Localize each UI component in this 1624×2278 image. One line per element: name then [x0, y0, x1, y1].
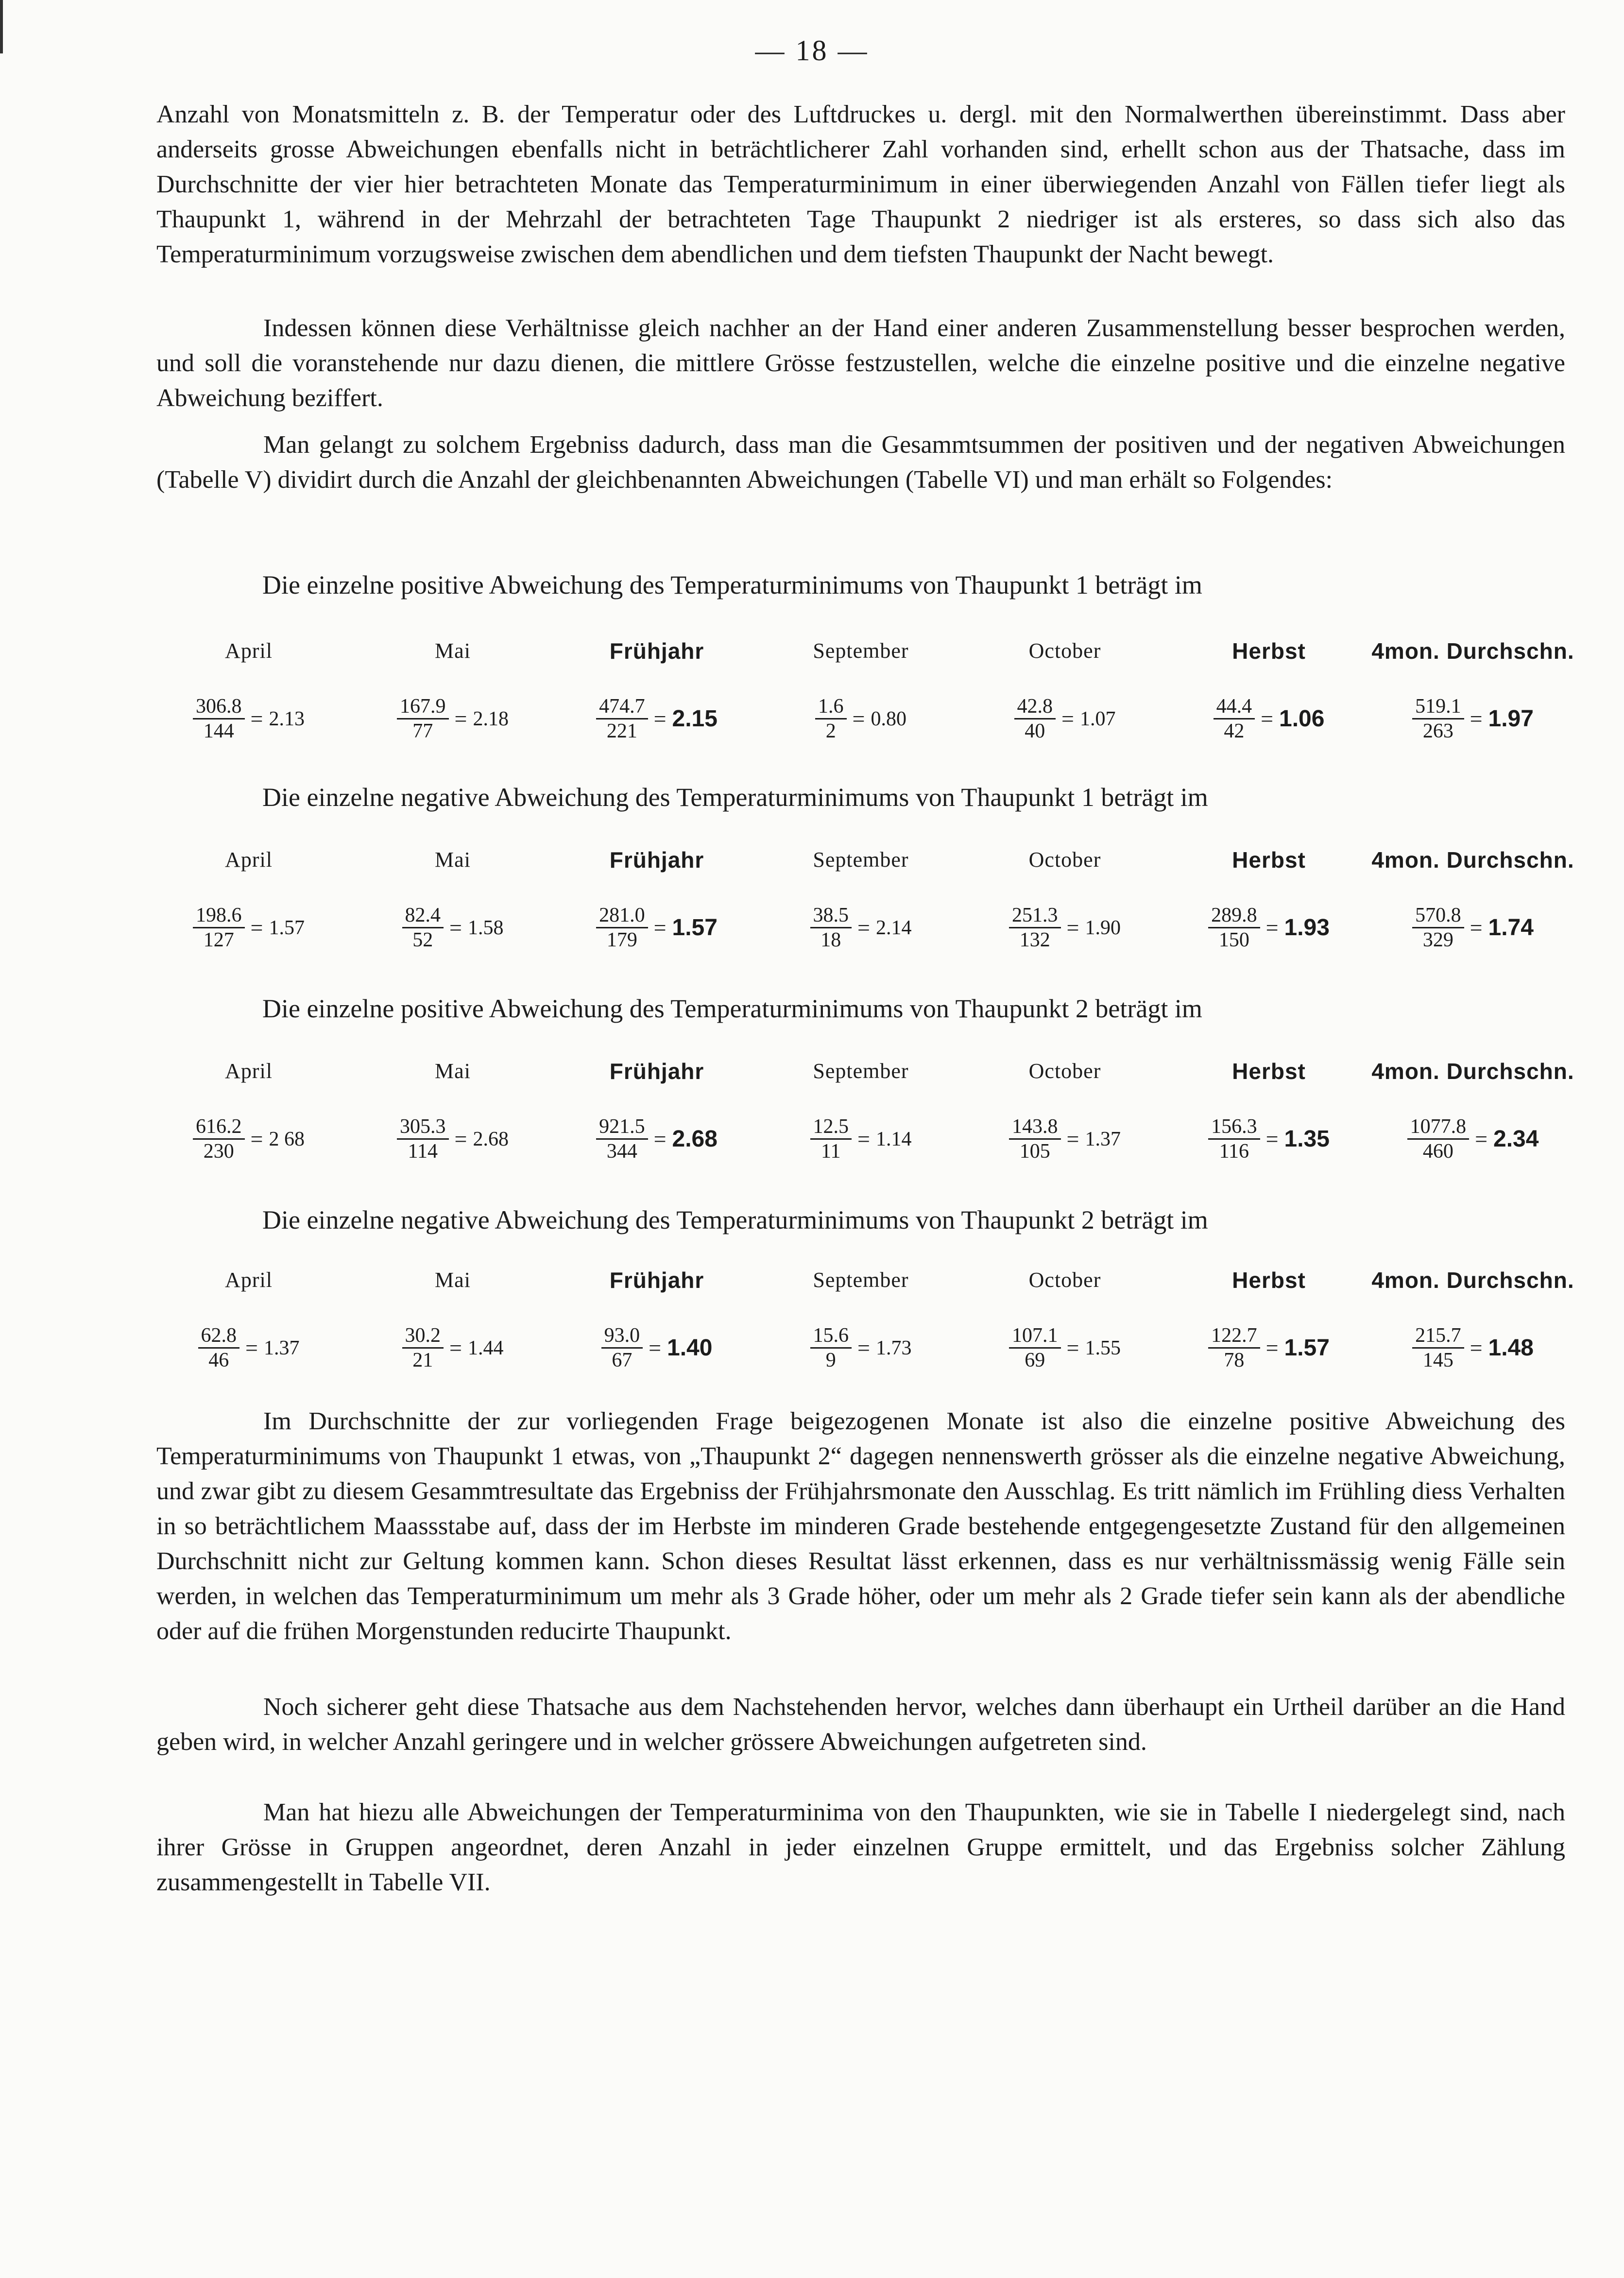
denominator: 67	[612, 1349, 633, 1371]
column-label: April	[225, 1268, 273, 1292]
column-label: October	[1028, 639, 1101, 663]
fraction-cell-mai: Mai $\frac{82.4}{52}$ = 1.58	[360, 845, 545, 952]
result: 1.35	[1284, 1126, 1330, 1152]
result: 1.37	[263, 1336, 300, 1359]
fraction-cell-september: September $\frac{38.5}{18}$ = 2.14	[769, 845, 953, 952]
denominator: 69	[1025, 1349, 1045, 1371]
section-heading: Die einzelne negative Abweichung des Temperaturminimums von Thaupunkt 2 beträgt im	[262, 1205, 1208, 1234]
column-label: 4mon. Durchschn.	[1371, 847, 1574, 873]
result: 1.73	[875, 1336, 912, 1359]
paragraph-4: Im Durchschnitte der zur vorliegenden Frage beigezogenen Monate ist also die einzelne positive Abweichung des Temperaturminimums von Thaupunkt 1 etwas, von „Thaupunkt 2“ dagegen nennenswerth grösser als die einzelne negative Abweichung, und zwar gibt zu diesem Gesammtresultate das Ergebniss der Frühjahrsmonate den Ausschlag. Es tritt nämlich im Frühling diess Verhalten in so beträchtlichem Maassstabe auf, dass der im Herbste im minderen Grade bestehende entgegengesetzte Zustand für den allgemeinen Durchschnitt nicht zur Geltung kommen kann. Schon dieses Resultat lässt erkennen, dass es nur verhältnissmässig wenig Fälle sein werden, in welchen das Temperaturminimum um mehr als 3 Grade höher, oder um mehr als 2 Grade tiefer sein kann als der abendliche oder auf die frühen Morgenstunden reducirte Thaupunkt.	[156, 1407, 1565, 1645]
column-label: Mai	[435, 848, 471, 872]
fraction-cell-durchschnitt: 4mon. Durchschn. $\frac{1077.8}{460}$ = 2.34	[1371, 1057, 1575, 1163]
denominator: 263	[1422, 720, 1453, 742]
column-label: 4mon. Durchschn.	[1371, 638, 1574, 664]
column-label: Frühjahr	[609, 638, 704, 664]
column-label: October	[1028, 1268, 1101, 1292]
fraction-cell-durchschnitt: 4mon. Durchschn. $\frac{519.1}{263}$ = 1.97	[1371, 636, 1575, 743]
numerator: 15.6	[810, 1324, 852, 1349]
fraction-cell-durchschnitt: 4mon. Durchschn. $\frac{215.7}{145}$ = 1.48	[1371, 1266, 1575, 1372]
section-heading: Die einzelne positive Abweichung des Temperaturminimums von Thaupunkt 2 beträgt im	[262, 994, 1202, 1023]
numerator: 305.3	[397, 1115, 449, 1140]
numerator: 107.1	[1009, 1324, 1061, 1349]
result: 1.97	[1488, 706, 1534, 732]
numerator: 289.8	[1208, 904, 1260, 928]
paragraph-1: Anzahl von Monatsmitteln z. B. der Temperatur oder des Luftdruckes u. dergl. mit den Normalwerthen übereinstimmt. Dass aber anderseits grosse Abweichungen ebenfalls nicht in beträchtlicherer Zahl vorhanden sind, erhellt schon aus der Thatsache, dass im Durchschnitte der vier hier betrachteten Monate das Temperaturminimum in einer überwiegenden Anzahl von Fällen tiefer liegt als Thaupunkt 1, während in der Mehrzahl der betrachteten Tage Thaupunkt 2 niedriger ist als ersteres, so dass sich also das Temperaturminimum vorzugsweise zwischen dem abendlichen und dem tiefsten Thaupunkt der Nacht bewegt.	[156, 101, 1565, 268]
denominator: 11	[821, 1140, 841, 1163]
result: 1.90	[1085, 916, 1121, 939]
result: 2.15	[672, 706, 718, 732]
numerator: 251.3	[1009, 904, 1061, 928]
result: 1.57	[1284, 1335, 1330, 1361]
numerator: 616.2	[193, 1115, 245, 1140]
fraction-cell-mai: Mai $\frac{30.2}{21}$ = 1.44	[360, 1266, 545, 1372]
fraction-cell-fruehjahr: Frühjahr $\frac{474.7}{221}$ = 2.15	[564, 636, 749, 743]
numerator: 519.1	[1412, 695, 1464, 719]
numerator: 143.8	[1009, 1115, 1061, 1140]
result: 2 68	[269, 1128, 305, 1150]
fraction-cell-september: September $\frac{1.6}{2}$ = 0.80	[769, 636, 953, 743]
numerator: 306.8	[193, 695, 245, 719]
denominator: 40	[1025, 720, 1045, 742]
numerator: 474.7	[596, 695, 648, 719]
column-label: Herbst	[1232, 638, 1306, 664]
denominator: 460	[1422, 1140, 1453, 1163]
page-number: — 18 —	[755, 34, 869, 67]
denominator: 42	[1224, 720, 1245, 742]
fraction-row	[156, 636, 1574, 758]
fraction-cell-april: April $\frac{616.2}{230}$ = 2 68	[156, 1057, 341, 1163]
denominator: 150	[1218, 929, 1249, 951]
column-label: Frühjahr	[609, 1267, 704, 1293]
denominator: 127	[203, 929, 234, 951]
numerator: 12.5	[810, 1115, 852, 1140]
column-label: Frühjahr	[609, 847, 704, 873]
denominator: 9	[825, 1349, 836, 1371]
result: 2.13	[269, 707, 305, 730]
result: 2.68	[473, 1128, 509, 1150]
denominator: 344	[606, 1140, 637, 1163]
numerator: 156.3	[1208, 1115, 1260, 1140]
denominator: 21	[412, 1349, 433, 1371]
numerator: 44.4	[1214, 695, 1255, 719]
numerator: 42.8	[1014, 695, 1056, 719]
denominator: 132	[1019, 929, 1050, 951]
column-label: September	[813, 1268, 909, 1292]
fraction-cell-october: October $\frac{143.8}{105}$ = 1.37	[973, 1057, 1157, 1163]
numerator: 38.5	[810, 904, 852, 928]
fraction-cell-october: October $\frac{251.3}{132}$ = 1.90	[973, 845, 1157, 952]
result: 0.80	[871, 707, 906, 730]
denominator: 52	[412, 929, 433, 951]
result: 1.14	[875, 1128, 912, 1150]
result: 1.74	[1488, 915, 1534, 941]
numerator: 215.7	[1412, 1324, 1464, 1349]
numerator: 921.5	[596, 1115, 648, 1140]
column-label: 4mon. Durchschn.	[1371, 1267, 1574, 1293]
fraction-cell-fruehjahr: Frühjahr $\frac{93.0}{67}$ = 1.40	[564, 1266, 749, 1372]
column-label: September	[813, 1059, 909, 1083]
result: 1.93	[1284, 915, 1330, 941]
fraction-cell-october: October $\frac{107.1}{69}$ = 1.55	[973, 1266, 1157, 1372]
fraction-cell-herbst: Herbst $\frac{122.7}{78}$ = 1.57	[1177, 1266, 1361, 1372]
denominator: 2	[825, 720, 836, 742]
result: 1.55	[1085, 1336, 1121, 1359]
fraction-row	[156, 845, 1574, 967]
fraction-cell-october: October $\frac{42.8}{40}$ = 1.07	[973, 636, 1157, 743]
column-label: October	[1028, 1059, 1101, 1083]
column-label: Herbst	[1232, 1059, 1306, 1084]
fraction-cell-mai: Mai $\frac{305.3}{114}$ = 2.68	[360, 1057, 545, 1163]
numerator: 30.2	[402, 1324, 444, 1349]
denominator: 329	[1422, 929, 1453, 951]
numerator: 82.4	[402, 904, 444, 928]
result: 1.57	[672, 915, 718, 941]
denominator: 221	[606, 720, 637, 742]
result: 1.57	[269, 916, 305, 939]
denominator: 18	[821, 929, 841, 951]
column-label: Mai	[435, 1268, 471, 1292]
denominator: 77	[412, 720, 433, 742]
result: 2.18	[473, 707, 509, 730]
denominator: 230	[203, 1140, 234, 1163]
numerator: 1077.8	[1407, 1115, 1470, 1140]
column-label: Mai	[435, 1059, 471, 1083]
result: 1.58	[467, 916, 504, 939]
fraction-cell-april: April $\frac{198.6}{127}$ = 1.57	[156, 845, 341, 952]
column-label: 4mon. Durchschn.	[1371, 1059, 1574, 1084]
fraction-cell-fruehjahr: Frühjahr $\frac{281.0}{179}$ = 1.57	[564, 845, 749, 952]
denominator: 179	[606, 929, 637, 951]
result: 2.34	[1493, 1126, 1539, 1152]
numerator: 198.6	[193, 904, 245, 928]
numerator: 122.7	[1208, 1324, 1260, 1349]
fraction-cell-april: April $\frac{62.8}{46}$ = 1.37	[156, 1266, 341, 1372]
column-label: Herbst	[1232, 1267, 1306, 1293]
result: 1.40	[667, 1335, 713, 1361]
column-label: September	[813, 848, 909, 872]
column-label: October	[1028, 848, 1101, 872]
fraction-cell-fruehjahr: Frühjahr $\frac{921.5}{344}$ = 2.68	[564, 1057, 749, 1163]
numerator: 1.6	[815, 695, 847, 719]
fraction-cell-herbst: Herbst $\frac{44.4}{42}$ = 1.06	[1177, 636, 1361, 743]
paragraph-2: Indessen können diese Verhältnisse gleich nachher an der Hand einer anderen Zusammenstellung besser besprochen werden, und soll die voranstehende nur dazu dienen, die mittlere Grösse festzustellen, welche die einzelne positive und die einzelne negative Abweichung beziffert.	[156, 314, 1565, 412]
numerator: 281.0	[596, 904, 648, 928]
column-label: September	[813, 639, 909, 663]
result: 1.44	[467, 1336, 504, 1359]
fraction-row	[156, 1266, 1574, 1387]
fraction-cell-september: September $\frac{15.6}{9}$ = 1.73	[769, 1266, 953, 1372]
fraction-cell-mai: Mai $\frac{167.9}{77}$ = 2.18	[360, 636, 545, 743]
section-heading: Die einzelne negative Abweichung des Temperaturminimums von Thaupunkt 1 beträgt im	[262, 783, 1208, 812]
result: 1.06	[1279, 706, 1325, 732]
column-label: April	[225, 639, 273, 663]
denominator: 78	[1224, 1349, 1245, 1371]
numerator: 93.0	[601, 1324, 643, 1349]
denominator: 145	[1422, 1349, 1453, 1371]
denominator: 144	[203, 720, 234, 742]
section-heading: Die einzelne positive Abweichung des Temperaturminimums von Thaupunkt 1 beträgt im	[262, 570, 1202, 599]
result: 1.07	[1079, 707, 1116, 730]
numerator: 167.9	[397, 695, 449, 719]
paragraph-6: Man hat hiezu alle Abweichungen der Temperaturminima von den Thaupunkten, wie sie in Tabelle I niedergelegt sind, nach ihrer Grösse in Gruppen angeordnet, deren Anzahl in jeder einzelnen Gruppe ermittelt, und das Ergebniss solcher Zählung zusammengestellt in Tabelle VII.	[156, 1798, 1565, 1896]
column-label: Mai	[435, 639, 471, 663]
column-label: Herbst	[1232, 847, 1306, 873]
result: 2.68	[672, 1126, 718, 1152]
denominator: 105	[1019, 1140, 1050, 1163]
result: 1.37	[1085, 1128, 1121, 1150]
fraction-cell-durchschnitt: 4mon. Durchschn. $\frac{570.8}{329}$ = 1.74	[1371, 845, 1575, 952]
numerator: 570.8	[1412, 904, 1464, 928]
fraction-cell-september: September $\frac{12.5}{11}$ = 1.14	[769, 1057, 953, 1163]
column-label: April	[225, 1059, 273, 1083]
column-label: Frühjahr	[609, 1059, 704, 1084]
denominator: 114	[408, 1140, 438, 1163]
numerator: 62.8	[198, 1324, 240, 1349]
paragraph-3: Man gelangt zu solchem Ergebniss dadurch, dass man die Gesammtsummen der positiven und der negativen Abweichungen (Tabelle V) dividirt durch die Anzahl der gleichbenannten Abweichungen (Tabelle VI) und man erhält so Folgendes:	[156, 431, 1565, 494]
denominator: 116	[1219, 1140, 1249, 1163]
result: 2.14	[875, 916, 912, 939]
fraction-cell-herbst: Herbst $\frac{289.8}{150}$ = 1.93	[1177, 845, 1361, 952]
column-label: April	[225, 848, 273, 872]
fraction-cell-april: April $\frac{306.8}{144}$ = 2.13	[156, 636, 341, 743]
denominator: 46	[208, 1349, 229, 1371]
result: 1.48	[1488, 1335, 1534, 1361]
paragraph-5: Noch sicherer geht diese Thatsache aus dem Nachstehenden hervor, welches dann überhaupt ein Urtheil darüber an die Hand geben wird, in welcher Anzahl geringere und in welcher grössere Abweichungen aufgetreten sind.	[156, 1693, 1565, 1756]
fraction-cell-herbst: Herbst $\frac{156.3}{116}$ = 1.35	[1177, 1057, 1361, 1163]
fraction-row	[156, 1057, 1574, 1178]
